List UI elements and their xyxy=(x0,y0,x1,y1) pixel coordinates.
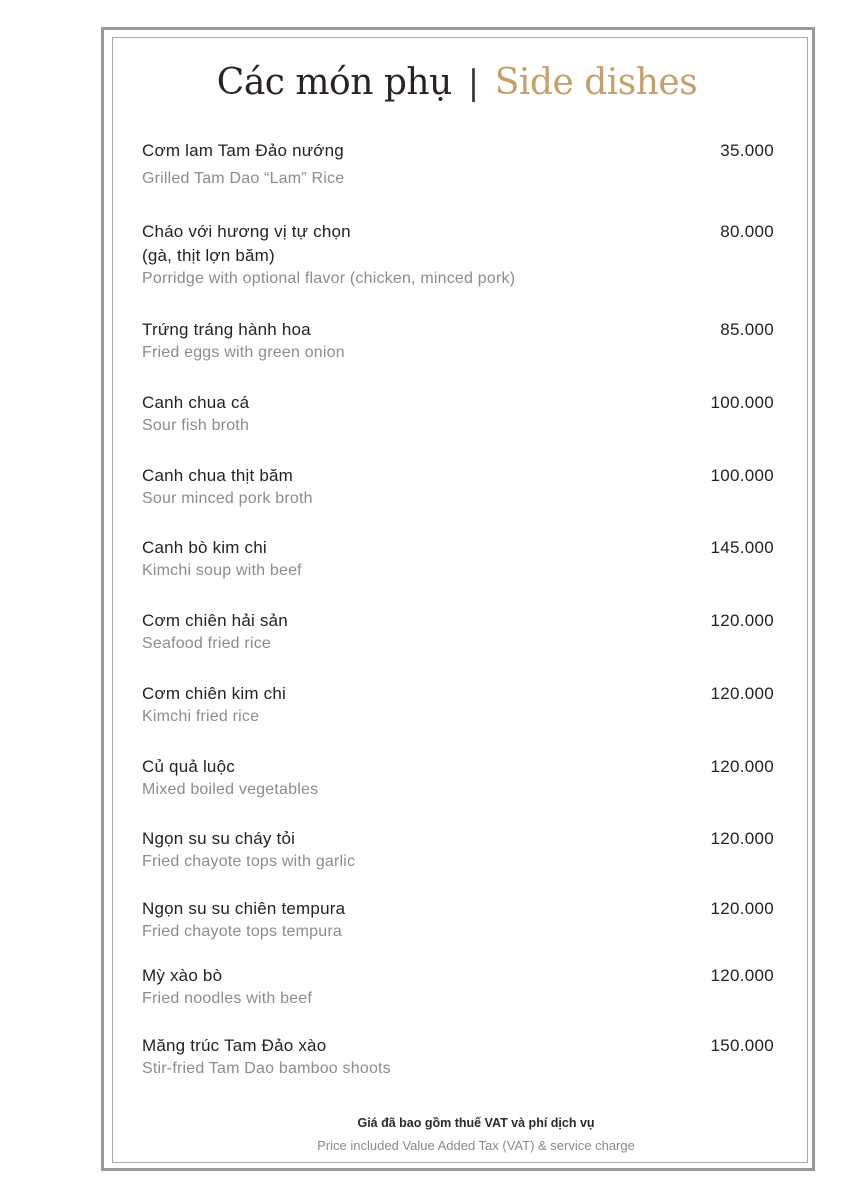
dish-description: Sour fish broth xyxy=(142,417,250,434)
dish-price: 120.000 xyxy=(710,757,774,776)
dish-description: Mixed boiled vegetables xyxy=(142,781,319,798)
dish-price: 120.000 xyxy=(710,684,774,703)
dish-name: Củ quả luộc xyxy=(142,757,235,776)
menu-item xyxy=(142,682,774,728)
dish-name: Canh chua cá xyxy=(142,393,250,412)
menu-item xyxy=(142,964,774,1010)
dish-name: Cháo với hương vị tự chọn xyxy=(142,222,351,241)
dish-name: Ngọn su su chiên tempura xyxy=(142,899,346,918)
dish-price: 85.000 xyxy=(720,320,774,339)
price-note-vietnamese: Giá đã bao gồm thuế VAT và phí dịch vụ xyxy=(357,1116,595,1130)
menu-item xyxy=(142,318,774,364)
dish-price: 100.000 xyxy=(710,466,774,485)
dish-description: Fried noodles with beef xyxy=(142,990,313,1007)
menu-item xyxy=(142,139,774,190)
menu-item xyxy=(142,755,774,801)
dish-description: Fried chayote tops with garlic xyxy=(142,853,356,870)
dish-description: Stir-fried Tam Dao bamboo shoots xyxy=(142,1060,391,1077)
price-note-english: Price included Value Added Tax (VAT) & service charge xyxy=(317,1138,635,1153)
dish-price: 150.000 xyxy=(710,1036,774,1055)
menu-item xyxy=(142,391,774,437)
menu-item xyxy=(142,1034,774,1080)
dish-name: Ngọn su su cháy tỏi xyxy=(142,829,296,848)
dish-description: Kimchi soup with beef xyxy=(142,562,302,579)
dish-name: Canh bò kim chi xyxy=(142,538,267,557)
dish-name-line-2: (gà, thịt lợn băm) xyxy=(142,246,275,265)
dish-name: Măng trúc Tam Đảo xào xyxy=(142,1036,327,1055)
dish-price: 100.000 xyxy=(710,393,774,412)
dish-price: 120.000 xyxy=(710,966,774,985)
dish-description: Porridge with optional flavor (chicken, minced pork) xyxy=(142,270,516,287)
dish-name: Canh chua thịt băm xyxy=(142,466,294,485)
dish-name: Trứng tráng hành hoa xyxy=(142,320,311,339)
dish-description: Seafood fried rice xyxy=(142,635,272,652)
dish-price: 145.000 xyxy=(710,538,774,557)
dish-price: 120.000 xyxy=(710,899,774,918)
menu-item xyxy=(142,827,774,873)
menu-item xyxy=(142,609,774,655)
dish-price: 80.000 xyxy=(720,222,774,241)
menu-item xyxy=(142,536,774,582)
title-separator: | xyxy=(467,63,479,103)
dish-name: Cơm chiên kim chi xyxy=(142,684,286,703)
dish-description: Grilled Tam Dao “Lam” Rice xyxy=(142,170,345,187)
dish-description: Fried eggs with green onion xyxy=(142,344,345,361)
dish-description: Sour minced pork broth xyxy=(142,490,313,507)
dish-description: Fried chayote tops tempura xyxy=(142,923,342,940)
dish-name: Cơm chiên hải sản xyxy=(142,611,288,630)
menu-item xyxy=(142,220,774,290)
dish-price: 35.000 xyxy=(720,141,774,160)
page-title xyxy=(0,62,849,103)
dish-price: 120.000 xyxy=(710,829,774,848)
dish-price: 120.000 xyxy=(710,611,774,630)
dish-name: Cơm lam Tam Đảo nướng xyxy=(142,141,344,160)
menu-item xyxy=(142,897,774,943)
dish-name: Mỳ xào bò xyxy=(142,966,223,985)
title-vietnamese: Các món phụ xyxy=(216,62,452,103)
menu-item xyxy=(142,464,774,510)
dish-description: Kimchi fried rice xyxy=(142,708,260,725)
title-english: Side dishes xyxy=(494,62,698,103)
